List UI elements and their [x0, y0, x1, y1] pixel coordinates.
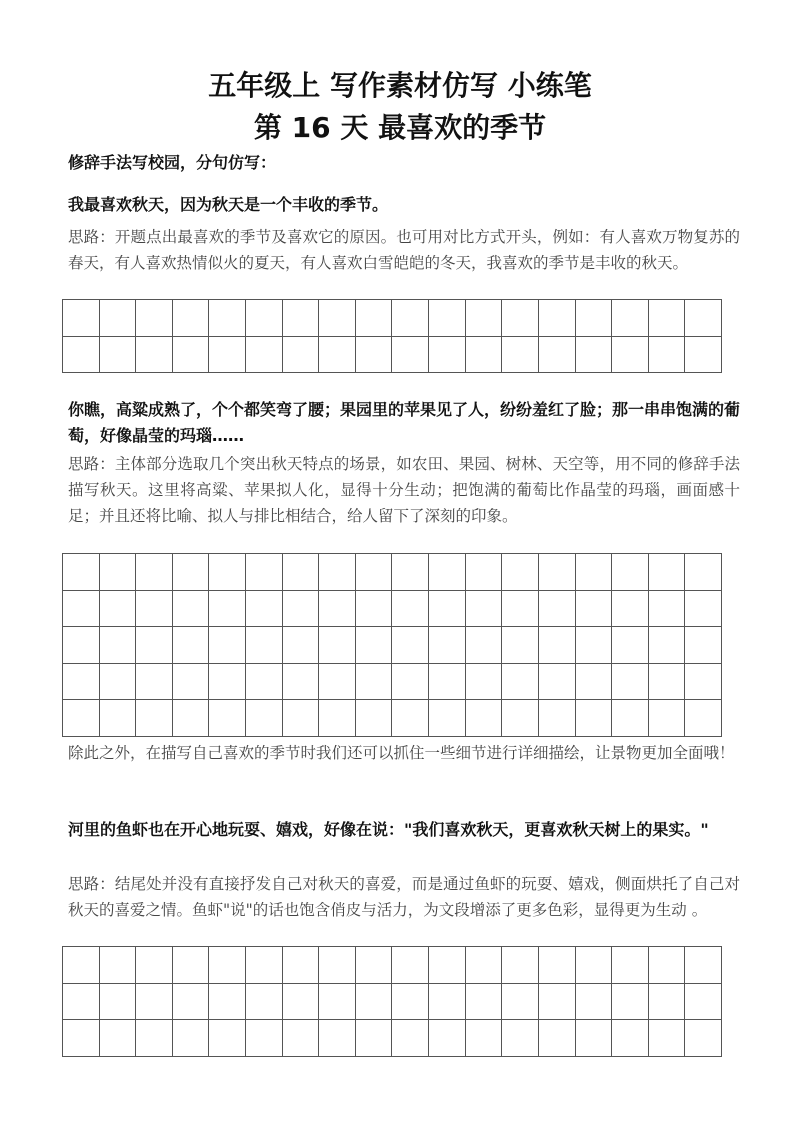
grid-cell[interactable] [649, 700, 686, 737]
writing-grid-1[interactable] [62, 299, 722, 373]
grid-cell[interactable] [466, 591, 503, 628]
grid-cell[interactable] [356, 300, 393, 337]
grid-cell[interactable] [649, 554, 686, 591]
grid-cell[interactable] [136, 337, 173, 374]
grid-cell[interactable] [63, 554, 100, 591]
grid-cell[interactable] [392, 554, 429, 591]
grid-cell[interactable] [283, 984, 320, 1021]
grid-cell[interactable] [173, 984, 210, 1021]
grid-cell[interactable] [392, 1020, 429, 1057]
grid-cell[interactable] [319, 947, 356, 984]
grid-cell[interactable] [466, 947, 503, 984]
grid-cell[interactable] [136, 664, 173, 701]
grid-cell[interactable] [246, 337, 283, 374]
grid-cell[interactable] [173, 300, 210, 337]
grid-cell[interactable] [466, 984, 503, 1021]
grid-cell[interactable] [319, 554, 356, 591]
grid-cell[interactable] [539, 984, 576, 1021]
grid-cell[interactable] [209, 947, 246, 984]
grid-cell[interactable] [539, 300, 576, 337]
grid-cell[interactable] [283, 300, 320, 337]
grid-cell[interactable] [502, 947, 539, 984]
grid-cell[interactable] [100, 984, 137, 1021]
grid-cell[interactable] [649, 984, 686, 1021]
grid-cell[interactable] [649, 664, 686, 701]
grid-cell[interactable] [246, 591, 283, 628]
grid-cell[interactable] [466, 700, 503, 737]
grid-cell[interactable] [173, 700, 210, 737]
grid-cell[interactable] [319, 627, 356, 664]
grid-cell[interactable] [356, 984, 393, 1021]
grid-cell[interactable] [319, 700, 356, 737]
grid-cell[interactable] [173, 664, 210, 701]
grid-cell[interactable] [539, 554, 576, 591]
grid-cell[interactable] [649, 337, 686, 374]
grid-cell[interactable] [173, 337, 210, 374]
grid-cell[interactable] [649, 627, 686, 664]
grid-cell[interactable] [466, 300, 503, 337]
grid-cell[interactable] [392, 591, 429, 628]
grid-cell[interactable] [246, 700, 283, 737]
example-sentence-2: 你瞧，高粱成熟了，个个都笑弯了腰；果园里的苹果见了人，纷纷羞红了脸；那一串串饱满的葡萄，好像晶莹的玛瑙…… [68, 400, 741, 445]
example-sentence-3: 河里的鱼虾也在开心地玩耍、嬉戏，好像在说："我们喜欢秋天，更喜欢秋天树上的果实。" [68, 820, 709, 839]
grid-cell[interactable] [283, 627, 320, 664]
grid-cell[interactable] [392, 984, 429, 1021]
grid-cell[interactable] [466, 1020, 503, 1057]
grid-cell[interactable] [612, 300, 649, 337]
grid-cell[interactable] [356, 664, 393, 701]
grid-cell[interactable] [502, 554, 539, 591]
grid-cell[interactable] [392, 627, 429, 664]
grid-cell[interactable] [429, 627, 466, 664]
grid-cell[interactable] [173, 627, 210, 664]
grid-cell[interactable] [685, 591, 722, 628]
grid-cell[interactable] [685, 700, 722, 737]
worksheet-subtitle: 第 16 天 最喜欢的季节 [253, 111, 547, 144]
grid-cell[interactable] [246, 1020, 283, 1057]
grid-cell[interactable] [63, 627, 100, 664]
grid-cell[interactable] [136, 627, 173, 664]
grid-cell[interactable] [576, 554, 613, 591]
grid-cell[interactable] [209, 664, 246, 701]
note-paragraph-1: 思路：开题点出最喜欢的季节及喜欢它的原因。也可用对比方式开头，例如：有人喜欢万物复苏的春天，有人喜欢热情似火的夏天，有人喜欢白雪皑皑的冬天，我喜欢的季节是丰收的秋天。 [68, 228, 740, 272]
grid-cell[interactable] [502, 300, 539, 337]
grid-cell[interactable] [539, 1020, 576, 1057]
grid-cell[interactable] [429, 1020, 466, 1057]
grid-cell[interactable] [209, 337, 246, 374]
grid-cell[interactable] [173, 947, 210, 984]
grid-cell[interactable] [63, 300, 100, 337]
grid-cell[interactable] [209, 627, 246, 664]
grid-cell[interactable] [392, 664, 429, 701]
grid-cell[interactable] [100, 554, 137, 591]
grid-cell[interactable] [539, 591, 576, 628]
grid-cell[interactable] [685, 947, 722, 984]
grid-cell[interactable] [576, 300, 613, 337]
grid-cell[interactable] [100, 337, 137, 374]
grid-cell[interactable] [392, 700, 429, 737]
grid-cell[interactable] [576, 337, 613, 374]
grid-cell[interactable] [539, 664, 576, 701]
grid-cell[interactable] [612, 591, 649, 628]
grid-cell[interactable] [246, 947, 283, 984]
grid-cell[interactable] [319, 664, 356, 701]
grid-cell[interactable] [100, 1020, 137, 1057]
grid-cell[interactable] [392, 947, 429, 984]
grid-cell[interactable] [685, 627, 722, 664]
grid-cell[interactable] [63, 700, 100, 737]
grid-cell[interactable] [612, 627, 649, 664]
grid-cell[interactable] [539, 700, 576, 737]
grid-cell[interactable] [356, 627, 393, 664]
grid-cell[interactable] [356, 554, 393, 591]
grid-cell[interactable] [576, 664, 613, 701]
grid-cell[interactable] [502, 664, 539, 701]
grid-cell[interactable] [685, 554, 722, 591]
grid-cell[interactable] [136, 554, 173, 591]
grid-cell[interactable] [173, 554, 210, 591]
grid-cell[interactable] [63, 591, 100, 628]
grid-cell[interactable] [502, 984, 539, 1021]
writing-grid-2[interactable] [62, 553, 722, 737]
grid-cell[interactable] [576, 627, 613, 664]
grid-cell[interactable] [612, 984, 649, 1021]
grid-cell[interactable] [612, 947, 649, 984]
grid-cell[interactable] [466, 664, 503, 701]
example-sentence-1: 我最喜欢秋天，因为秋天是一个丰收的季节。 [68, 195, 389, 214]
grid-cell[interactable] [100, 664, 137, 701]
grid-cell[interactable] [246, 984, 283, 1021]
grid-cell[interactable] [502, 337, 539, 374]
grid-cell[interactable] [283, 591, 320, 628]
grid-cell[interactable] [612, 1020, 649, 1057]
extra-note: 除此之外，在描写自己喜欢的季节时我们还可以抓住一些细节进行详细描绘，让景物更加全面哦！ [68, 744, 735, 762]
instruction-text: 修辞手法写校园，分句仿写： [68, 153, 277, 172]
worksheet-title: 五年级上 写作素材仿写 小练笔 [208, 69, 592, 102]
grid-cell[interactable] [685, 337, 722, 374]
grid-cell[interactable] [612, 554, 649, 591]
grid-cell[interactable] [576, 1020, 613, 1057]
grid-cell[interactable] [502, 591, 539, 628]
grid-cell[interactable] [63, 984, 100, 1021]
grid-cell[interactable] [283, 337, 320, 374]
grid-cell[interactable] [649, 591, 686, 628]
grid-cell[interactable] [576, 947, 613, 984]
grid-cell[interactable] [136, 300, 173, 337]
grid-cell[interactable] [63, 1020, 100, 1057]
grid-cell[interactable] [246, 300, 283, 337]
grid-cell[interactable] [576, 700, 613, 737]
grid-cell[interactable] [319, 337, 356, 374]
note-paragraph-3: 思路：结尾处并没有直接抒发自己对秋天的喜爱，而是通过鱼虾的玩耍、嬉戏，侧面烘托了自己对秋天的喜爱之情。鱼虾"说"的话也饱含俏皮与活力，为文段增添了更多色彩，显得更为生动 。 [68, 875, 740, 919]
grid-cell[interactable] [319, 591, 356, 628]
grid-cell[interactable] [136, 1020, 173, 1057]
grid-cell[interactable] [612, 700, 649, 737]
grid-cell[interactable] [429, 947, 466, 984]
grid-cell[interactable] [100, 700, 137, 737]
grid-cell[interactable] [319, 300, 356, 337]
grid-cell[interactable] [429, 591, 466, 628]
grid-cell[interactable] [136, 700, 173, 737]
grid-cell[interactable] [209, 984, 246, 1021]
grid-cell[interactable] [429, 700, 466, 737]
grid-cell[interactable] [356, 1020, 393, 1057]
grid-cell[interactable] [539, 627, 576, 664]
grid-cell[interactable] [539, 337, 576, 374]
grid-cell[interactable] [576, 591, 613, 628]
grid-cell[interactable] [136, 947, 173, 984]
grid-cell[interactable] [649, 947, 686, 984]
grid-cell[interactable] [63, 337, 100, 374]
grid-cell[interactable] [685, 300, 722, 337]
grid-cell[interactable] [246, 664, 283, 701]
note-paragraph-2: 思路：主体部分选取几个突出秋天特点的场景，如农田、果园、树林、天空等，用不同的修辞手法描写秋天。这里将高粱、苹果拟人化，显得十分生动；把饱满的葡萄比作晶莹的玛瑙，画面感十足；并且还将比喻、拟人与排比相结合，给人留下了深刻的印象。 [68, 455, 740, 525]
grid-cell[interactable] [283, 554, 320, 591]
grid-cell[interactable] [612, 664, 649, 701]
grid-cell[interactable] [356, 700, 393, 737]
grid-cell[interactable] [209, 591, 246, 628]
grid-cell[interactable] [173, 1020, 210, 1057]
grid-cell[interactable] [173, 591, 210, 628]
grid-cell[interactable] [685, 984, 722, 1021]
grid-cell[interactable] [466, 554, 503, 591]
grid-cell[interactable] [685, 1020, 722, 1057]
grid-cell[interactable] [429, 300, 466, 337]
grid-cell[interactable] [429, 337, 466, 374]
grid-cell[interactable] [209, 1020, 246, 1057]
grid-cell[interactable] [539, 947, 576, 984]
grid-cell[interactable] [429, 984, 466, 1021]
grid-cell[interactable] [283, 1020, 320, 1057]
grid-cell[interactable] [356, 947, 393, 984]
grid-cell[interactable] [319, 1020, 356, 1057]
writing-grid-3[interactable] [62, 946, 722, 1057]
grid-cell[interactable] [319, 984, 356, 1021]
grid-cell[interactable] [283, 664, 320, 701]
grid-cell[interactable] [392, 337, 429, 374]
grid-cell[interactable] [649, 300, 686, 337]
grid-cell[interactable] [392, 300, 429, 337]
grid-cell[interactable] [283, 947, 320, 984]
grid-cell[interactable] [466, 337, 503, 374]
grid-cell[interactable] [100, 627, 137, 664]
grid-cell[interactable] [246, 554, 283, 591]
grid-cell[interactable] [100, 947, 137, 984]
grid-cell[interactable] [63, 947, 100, 984]
grid-cell[interactable] [136, 984, 173, 1021]
grid-cell[interactable] [63, 664, 100, 701]
grid-cell[interactable] [502, 700, 539, 737]
grid-cell[interactable] [685, 664, 722, 701]
grid-cell[interactable] [209, 300, 246, 337]
grid-cell[interactable] [209, 554, 246, 591]
grid-cell[interactable] [100, 591, 137, 628]
grid-cell[interactable] [502, 627, 539, 664]
grid-cell[interactable] [100, 300, 137, 337]
grid-cell[interactable] [429, 664, 466, 701]
grid-cell[interactable] [429, 554, 466, 591]
grid-cell[interactable] [502, 1020, 539, 1057]
grid-cell[interactable] [136, 591, 173, 628]
grid-cell[interactable] [356, 591, 393, 628]
grid-cell[interactable] [612, 337, 649, 374]
grid-cell[interactable] [576, 984, 613, 1021]
grid-cell[interactable] [466, 627, 503, 664]
grid-cell[interactable] [649, 1020, 686, 1057]
grid-cell[interactable] [246, 627, 283, 664]
grid-cell[interactable] [283, 700, 320, 737]
grid-cell[interactable] [356, 337, 393, 374]
grid-cell[interactable] [209, 700, 246, 737]
